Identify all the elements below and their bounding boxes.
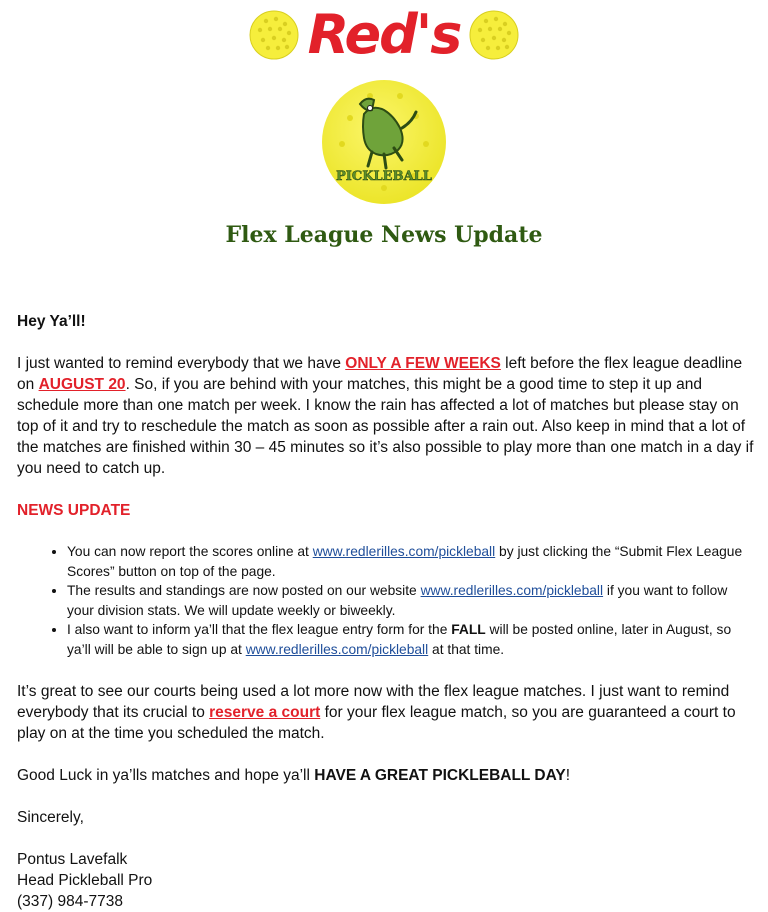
greeting: Hey Ya’ll! xyxy=(17,313,86,330)
news-list xyxy=(17,542,757,659)
news-update-heading: NEWS UPDATE xyxy=(17,502,131,519)
letter-body xyxy=(17,311,757,912)
pickleball-icon xyxy=(248,9,300,61)
emphasis-few-weeks: ONLY A FEW WEEKS xyxy=(345,355,501,372)
pickleball-icon xyxy=(468,9,520,61)
brand-wordmark: Red's xyxy=(307,3,461,66)
emphasis-deadline-date: AUGUST 20 xyxy=(38,376,126,393)
signer-title: Head Pickleball Pro xyxy=(17,872,153,889)
intro-paragraph: I just wanted to remind everybody that we have ONLY A FEW WEEKS left before the flex league deadline on AUGUST 20. So, if you are behind with your matches, this might be a good time to step it up and schedule more than one match per week. I know the rain has affected a lot of matches but please stay on top of it and try to reschedule the match as soon as possible after a rain out. Also keep in mind that a lot of the matches are finished within 30 – 45 minutes so it’s also possible to play more than one match in a day if you need to catch up. xyxy=(17,355,754,477)
courts-paragraph: It’s great to see our courts being used a lot more now with the flex league matches. I just want to remind everybody that its crucial to reserve a court for your flex league match, so you are guaranteed a court to play on at the time you scheduled the match. xyxy=(17,683,736,742)
signature-block xyxy=(17,807,757,912)
brand-header xyxy=(0,4,768,66)
pickle-mascot-logo xyxy=(320,78,448,206)
closing-paragraph: Good Luck in ya’lls matches and hope ya’ll HAVE A GREAT PICKLEBALL DAY! xyxy=(17,767,571,784)
logo-text: PICKLEBALL xyxy=(336,169,432,184)
page-title: Flex League News Update xyxy=(225,222,543,248)
list-item: • The results and standings are now posted on our website www.redlerilles.com/pickleball if you want to follow your division stats. We will update weekly or biweekly. xyxy=(67,581,757,620)
list-item: • I also want to inform ya’ll that the flex league entry form for the FALL will be posted online, later in August, so ya’ll will be able to sign up at www.redlerilles.com/pickleball at that time. xyxy=(67,620,757,659)
list-item: • You can now report the scores online at www.redlerilles.com/pickleball by just clicking the “Submit Flex League Scores” button on top of the page. xyxy=(67,542,757,581)
website-link[interactable]: www.redlerilles.com/pickleball xyxy=(245,641,429,657)
website-link[interactable]: www.redlerilles.com/pickleball xyxy=(420,583,604,598)
signer-name: Pontus Lavefalk xyxy=(17,851,128,868)
reserve-court-link[interactable]: reserve a court xyxy=(209,704,321,721)
signer-phone: (337) 984-7738 xyxy=(17,893,123,910)
sign-off: Sincerely, xyxy=(17,809,84,826)
website-link[interactable]: www.redlerilles.com/pickleball xyxy=(312,544,496,559)
